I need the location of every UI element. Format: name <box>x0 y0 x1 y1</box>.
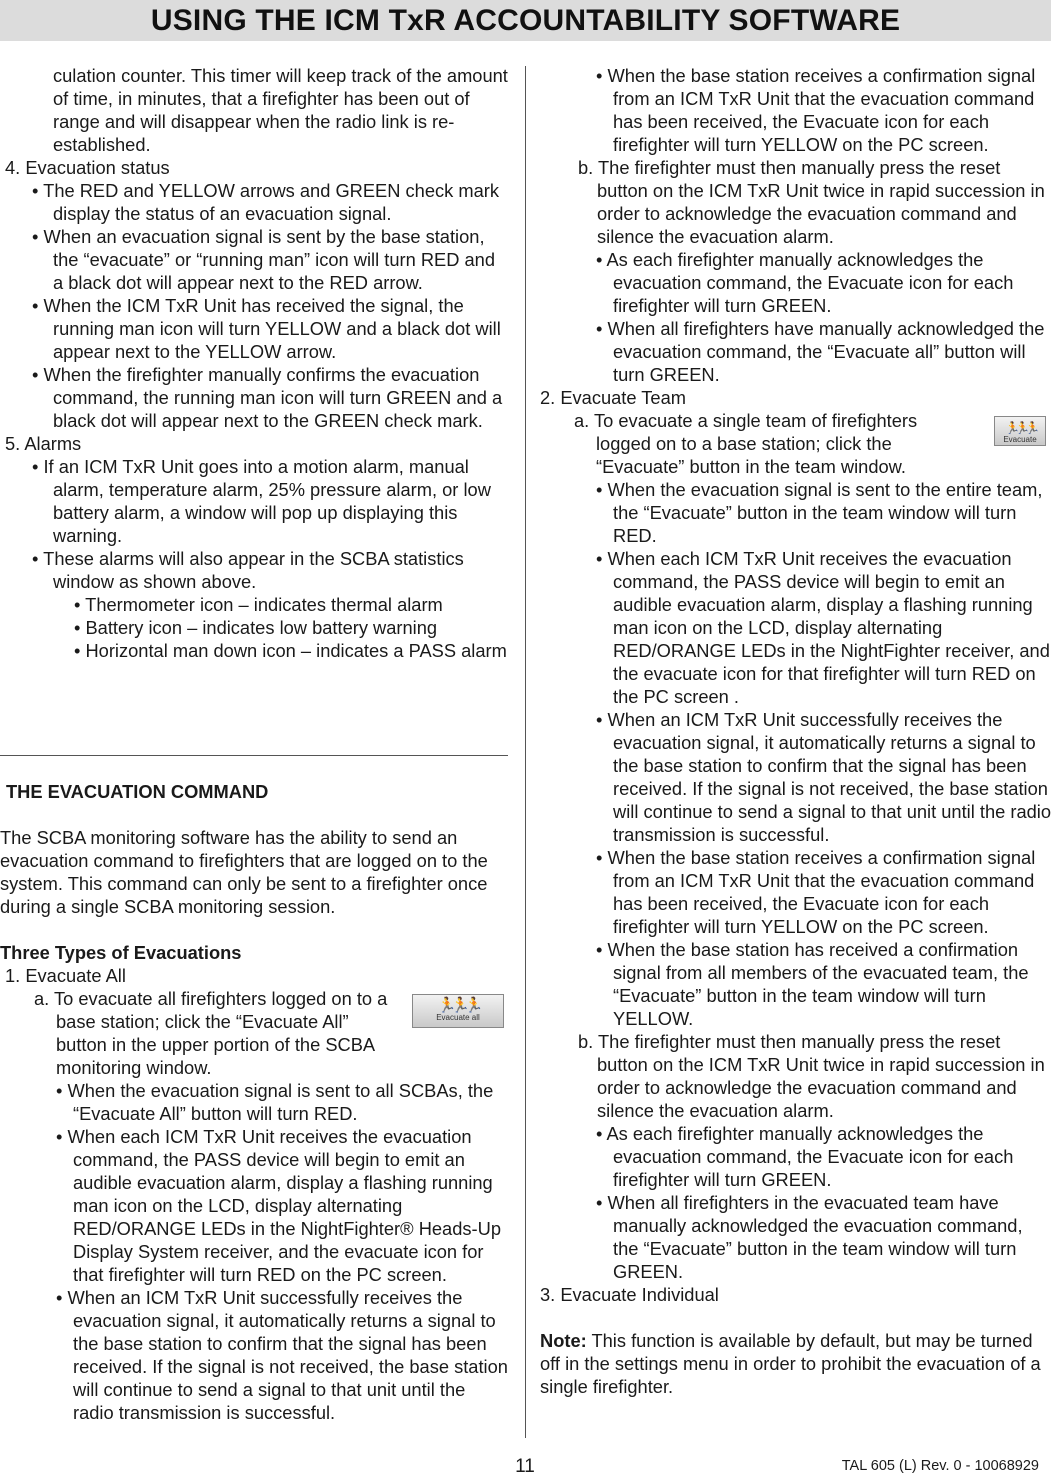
paragraph: The SCBA monitoring software has the ability to send an evacuation command to firefighters that are logged on to the system. This command can only be sent to a firefighter once during a single SCBA monitoring session. <box>0 827 488 917</box>
list-item: • As each firefighter manually acknowledges the evacuation command, the Evacuate icon for each firefighter will turn GREEN. <box>596 1123 1014 1190</box>
list-item: a. To evacuate a single team of firefighters logged on to a base station; click the “Evacuate” button in the team window. <box>574 410 918 477</box>
list-item: • Horizontal man down icon – indicates a PASS alarm <box>74 640 507 661</box>
list-item: a. To evacuate all firefighters logged on to a base station; click the “Evacuate All” button in the upper portion of the SCBA monitoring window. <box>34 988 388 1078</box>
left-column <box>0 64 508 662</box>
list-item: • When the evacuation signal is sent to all SCBAs, the “Evacuate All” button will turn RED. <box>56 1080 494 1124</box>
list-item: • When the evacuation signal is sent to the entire team, the “Evacuate” button in the team window will turn RED. <box>596 479 1043 546</box>
evacuation-section <box>0 780 508 1424</box>
evacuate-team-button[interactable]: 🏃🏃🏃 Evacuate <box>994 416 1046 446</box>
running-man-icon: 🏃🏃🏃 <box>1005 421 1035 435</box>
list-item: • When an ICM TxR Unit successfully receives the evacuation signal, it automatically returns a signal to the base station to confirm that the signal has been received. If the signal is not received, the base station will continue to send a signal to that unit until the radio transmission is successful. <box>596 709 1051 845</box>
list-heading: 4. Evacuation status <box>5 157 170 178</box>
list-item: • The RED and YELLOW arrows and GREEN check mark display the status of an evacuation signal. <box>32 180 499 224</box>
running-man-icon: 🏃🏃🏃 <box>437 997 479 1014</box>
list-item: • If an ICM TxR Unit goes into a motion alarm, manual alarm, temperature alarm, 25% pressure alarm, or low battery alarm, a window will pop up displaying this warning. <box>32 456 491 546</box>
list-item: b. The firefighter must then manually press the reset button on the ICM TxR Unit twice in rapid succession in order to acknowledge the evacuation command and silence the evacuation alarm. <box>578 1031 1045 1121</box>
evacuate-all-button[interactable]: 🏃🏃🏃 Evacuate all <box>412 994 504 1028</box>
note-label: Note: <box>540 1330 587 1351</box>
list-item: • When an ICM TxR Unit successfully receives the evacuation signal, it automatically returns a signal to the base station to confirm that the signal has been received. If the signal is not received, the base station will continue to send a signal to that unit until the radio transmission is successful. <box>56 1287 508 1423</box>
column-divider <box>525 66 526 1438</box>
list-item: • When each ICM TxR Unit receives the evacuation command, the PASS device will begin to emit an audible evacuation alarm, display a flashing running man icon on the LCD, display alternating RED/ORANGE LEDs in the NightFighter receiver, and the evacuate icon for that firefighter will turn RED on the PC screen . <box>596 548 1050 707</box>
list-item: • When the ICM TxR Unit has received the signal, the running man icon will turn YELLOW and a black dot will appear next to the YELLOW arrow. <box>32 295 501 362</box>
list-item: • These alarms will also appear in the SCBA statistics window as shown above. <box>32 548 464 592</box>
list-heading: 2. Evacuate Team <box>540 387 686 408</box>
subheading: Three Types of Evacuations <box>0 942 242 963</box>
list-item: • Battery icon – indicates low battery warning <box>74 617 438 638</box>
list-item: • When all firefighters in the evacuated team have manually acknowledged the evacuation command, the “Evacuate” button in the team window will turn GREEN. <box>596 1192 1023 1282</box>
list-heading: 5. Alarms <box>5 433 82 454</box>
list-item: • Thermometer icon – indicates thermal alarm <box>74 594 443 615</box>
list-item: • When the firefighter manually confirms the evacuation command, the running man icon will turn GREEN and a black dot will appear next to the GREEN check mark. <box>32 364 503 431</box>
page-number: 11 <box>515 1456 535 1477</box>
section-divider <box>0 755 508 756</box>
page-header <box>0 0 1051 41</box>
list-item: b. The firefighter must then manually press the reset button on the ICM TxR Unit twice in rapid succession in order to acknowledge the evacuation command and silence the evacuation alarm. <box>578 157 1045 247</box>
document-reference: TAL 605 (L) Rev. 0 - 10068929 <box>841 1458 1039 1474</box>
right-column <box>540 64 1051 1398</box>
note <box>540 1329 1051 1398</box>
list-item: • When each ICM TxR Unit receives the evacuation command, the PASS device will begin to emit an audible evacuation alarm, display a flashing running man icon on the LCD, display alternating RED/ORANGE LEDs in the NightFighter® Heads-Up Display System receiver, and the evacuate icon for that firefighter will turn RED on the PC screen. <box>56 1126 501 1285</box>
list-heading: 3. Evacuate Individual <box>540 1284 719 1305</box>
section-title: THE EVACUATION COMMAND <box>6 781 269 802</box>
list-item: • When the base station has received a confirmation signal from all members of the evacuated team, the “Evacuate” button in the team window will turn YELLOW. <box>596 939 1029 1029</box>
list-item: • As each firefighter manually acknowledges the evacuation command, the Evacuate icon for each firefighter will turn GREEN. <box>596 249 1014 316</box>
list-item: • When the base station receives a confirmation signal from an ICM TxR Unit that the evacuation command has been received, the Evacuate icon for each firefighter will turn YELLOW on the PC screen. <box>596 847 1036 937</box>
list-heading: 1. Evacuate All <box>5 965 126 986</box>
note-text: This function is available by default, but may be turned off in the settings menu in order to prohibit the evacuation of a single firefighter. <box>540 1330 1041 1397</box>
list-item: • When the base station receives a confirmation signal from an ICM TxR Unit that the evacuation command has been received, the Evacuate icon for each firefighter will turn YELLOW on the PC screen. <box>596 65 1036 155</box>
list-item: • When all firefighters have manually acknowledged the evacuation command, the “Evacuate all” button will turn GREEN. <box>596 318 1045 385</box>
page-title: USING THE ICM TxR ACCOUNTABILITY SOFTWARE <box>150 3 901 37</box>
paragraph: culation counter. This timer will keep track of the amount of time, in minutes, that a firefighter has been out of range and will disappear when the radio link is re-established. <box>53 65 508 155</box>
list-item: • When an evacuation signal is sent by the base station, the “evacuate” or “running man” icon will turn RED and a black dot will appear next to the RED arrow. <box>32 226 495 293</box>
